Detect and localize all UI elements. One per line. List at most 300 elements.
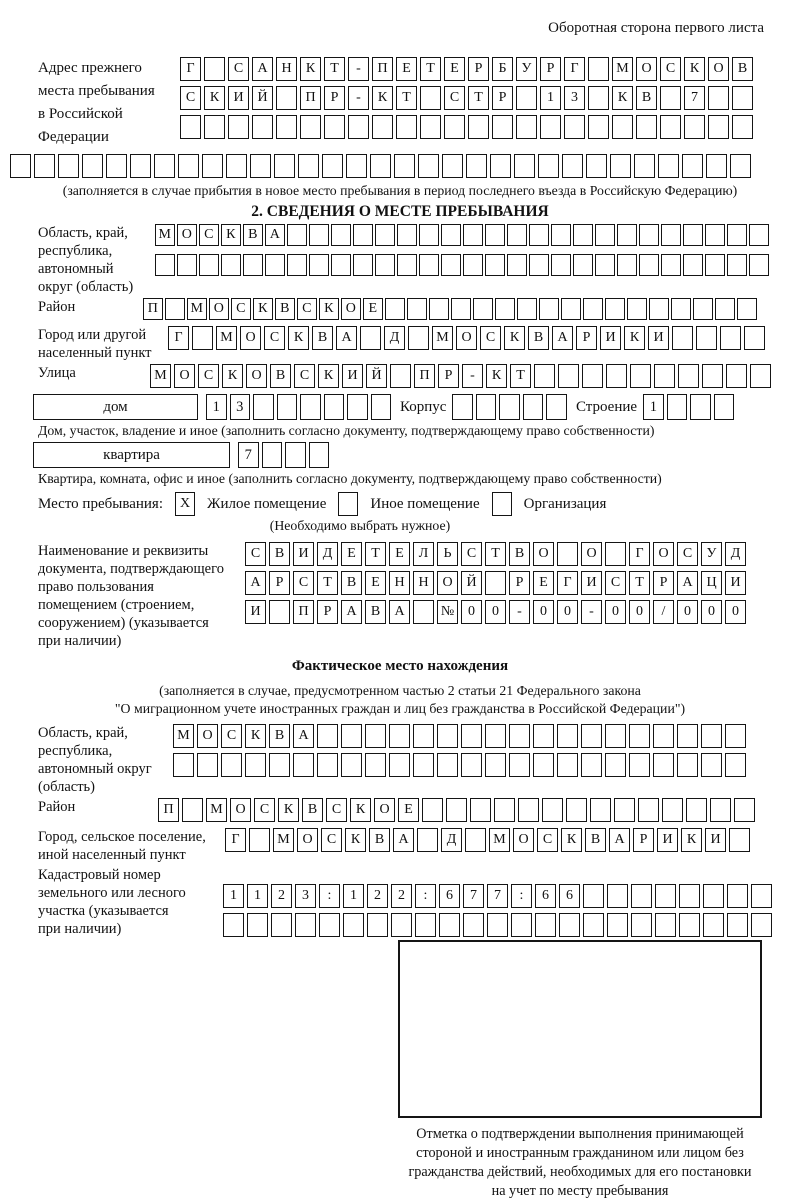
char-cell[interactable]	[375, 224, 395, 246]
char-cell[interactable]: Г	[180, 57, 201, 81]
char-cell[interactable]: В	[243, 224, 263, 246]
actual-region-row-2[interactable]	[173, 753, 746, 777]
char-cell[interactable]: А	[552, 326, 573, 350]
char-cell[interactable]: 0	[461, 600, 482, 624]
char-cell[interactable]	[677, 753, 698, 777]
char-cell[interactable]	[415, 913, 436, 937]
char-cell[interactable]	[173, 753, 194, 777]
prev-address-row-4[interactable]	[10, 154, 800, 178]
char-cell[interactable]: 3	[564, 86, 585, 110]
char-cell[interactable]: К	[221, 224, 241, 246]
char-cell[interactable]	[562, 154, 583, 178]
char-cell[interactable]	[557, 753, 578, 777]
char-cell[interactable]: В	[270, 364, 291, 388]
char-cell[interactable]	[390, 364, 411, 388]
char-cell[interactable]	[509, 753, 530, 777]
char-cell[interactable]: Т	[629, 571, 650, 595]
char-cell[interactable]: С	[326, 798, 347, 822]
char-cell[interactable]	[523, 394, 544, 420]
char-cell[interactable]: В	[302, 798, 323, 822]
char-cell[interactable]	[551, 224, 571, 246]
char-cell[interactable]	[588, 86, 609, 110]
char-cell[interactable]	[583, 913, 604, 937]
char-cell[interactable]: -	[581, 600, 602, 624]
region-row-1[interactable]	[155, 224, 769, 246]
char-cell[interactable]	[247, 913, 268, 937]
char-cell[interactable]: С	[605, 571, 626, 595]
char-cell[interactable]	[287, 224, 307, 246]
char-cell[interactable]: 6	[439, 884, 460, 908]
char-cell[interactable]: С	[480, 326, 501, 350]
char-cell[interactable]	[518, 798, 539, 822]
char-cell[interactable]	[463, 224, 483, 246]
char-cell[interactable]: А	[393, 828, 414, 852]
char-cell[interactable]	[705, 224, 725, 246]
char-cell[interactable]: С	[293, 571, 314, 595]
char-cell[interactable]: В	[312, 326, 333, 350]
char-cell[interactable]: Д	[441, 828, 462, 852]
char-cell[interactable]: С	[294, 364, 315, 388]
char-cell[interactable]: 1	[223, 884, 244, 908]
char-cell[interactable]	[274, 154, 295, 178]
prev-address-row-3[interactable]	[180, 115, 753, 139]
char-cell[interactable]: Т	[485, 542, 506, 566]
char-cell[interactable]	[725, 753, 746, 777]
actual-region-row-1[interactable]	[173, 724, 746, 748]
char-cell[interactable]	[202, 154, 223, 178]
char-cell[interactable]	[672, 326, 693, 350]
char-cell[interactable]	[228, 115, 249, 139]
char-cell[interactable]: К	[245, 724, 266, 748]
char-cell[interactable]	[396, 115, 417, 139]
char-cell[interactable]: Н	[389, 571, 410, 595]
char-cell[interactable]	[605, 753, 626, 777]
char-cell[interactable]: К	[681, 828, 702, 852]
char-cell[interactable]	[734, 798, 755, 822]
char-cell[interactable]	[470, 798, 491, 822]
char-cell[interactable]	[679, 884, 700, 908]
char-cell[interactable]	[468, 115, 489, 139]
char-cell[interactable]	[727, 913, 748, 937]
char-cell[interactable]	[490, 154, 511, 178]
char-cell[interactable]	[655, 884, 676, 908]
prev-address-row-1[interactable]	[180, 57, 753, 81]
char-cell[interactable]	[463, 913, 484, 937]
char-cell[interactable]: О	[533, 542, 554, 566]
char-cell[interactable]: №	[437, 600, 458, 624]
char-cell[interactable]	[397, 254, 417, 276]
char-cell[interactable]	[347, 394, 368, 420]
char-cell[interactable]	[485, 254, 505, 276]
char-cell[interactable]: Г	[557, 571, 578, 595]
char-cell[interactable]	[419, 224, 439, 246]
char-cell[interactable]: Р	[438, 364, 459, 388]
char-cell[interactable]	[221, 753, 242, 777]
char-cell[interactable]: 2	[271, 884, 292, 908]
char-cell[interactable]: А	[293, 724, 314, 748]
char-cell[interactable]	[417, 828, 438, 852]
city-row[interactable]	[168, 326, 765, 350]
char-cell[interactable]	[441, 224, 461, 246]
char-cell[interactable]: С	[264, 326, 285, 350]
char-cell[interactable]	[58, 154, 79, 178]
char-cell[interactable]: Б	[492, 57, 513, 81]
char-cell[interactable]	[269, 600, 290, 624]
char-cell[interactable]: У	[516, 57, 537, 81]
char-cell[interactable]: 3	[230, 394, 251, 420]
char-cell[interactable]: Е	[533, 571, 554, 595]
char-cell[interactable]	[582, 364, 603, 388]
char-cell[interactable]	[629, 724, 650, 748]
char-cell[interactable]: А	[341, 600, 362, 624]
actual-district-row[interactable]	[158, 798, 755, 822]
char-cell[interactable]: К	[300, 57, 321, 81]
char-cell[interactable]	[683, 254, 703, 276]
char-cell[interactable]	[654, 364, 675, 388]
char-cell[interactable]	[353, 224, 373, 246]
char-cell[interactable]	[605, 542, 626, 566]
char-cell[interactable]	[298, 154, 319, 178]
cadastral-row-2[interactable]	[223, 913, 772, 937]
char-cell[interactable]: С	[321, 828, 342, 852]
char-cell[interactable]: К	[319, 298, 339, 320]
char-cell[interactable]	[154, 154, 175, 178]
char-cell[interactable]: Р	[633, 828, 654, 852]
region-row-2[interactable]	[155, 254, 769, 276]
char-cell[interactable]	[466, 154, 487, 178]
actual-city-row[interactable]	[225, 828, 750, 852]
char-cell[interactable]: О	[174, 364, 195, 388]
char-cell[interactable]: П	[414, 364, 435, 388]
char-cell[interactable]: О	[456, 326, 477, 350]
char-cell[interactable]	[353, 254, 373, 276]
char-cell[interactable]	[389, 724, 410, 748]
char-cell[interactable]: Е	[363, 298, 383, 320]
char-cell[interactable]	[595, 254, 615, 276]
char-cell[interactable]: С	[660, 57, 681, 81]
char-cell[interactable]: О	[437, 571, 458, 595]
char-cell[interactable]	[653, 724, 674, 748]
char-cell[interactable]	[407, 298, 427, 320]
char-cell[interactable]	[703, 913, 724, 937]
char-cell[interactable]: 0	[677, 600, 698, 624]
char-cell[interactable]	[511, 913, 532, 937]
char-cell[interactable]	[573, 254, 593, 276]
char-cell[interactable]	[309, 224, 329, 246]
char-cell[interactable]: П	[143, 298, 163, 320]
char-cell[interactable]: 7	[487, 884, 508, 908]
char-cell[interactable]	[371, 394, 392, 420]
char-cell[interactable]: Ь	[437, 542, 458, 566]
char-cell[interactable]	[629, 753, 650, 777]
char-cell[interactable]: С	[677, 542, 698, 566]
char-cell[interactable]: П	[293, 600, 314, 624]
char-cell[interactable]	[385, 298, 405, 320]
char-cell[interactable]	[661, 254, 681, 276]
char-cell[interactable]	[485, 753, 506, 777]
char-cell[interactable]	[655, 913, 676, 937]
char-cell[interactable]: П	[372, 57, 393, 81]
char-cell[interactable]	[452, 394, 473, 420]
char-cell[interactable]	[533, 753, 554, 777]
char-cell[interactable]: Р	[324, 86, 345, 110]
char-cell[interactable]: К	[486, 364, 507, 388]
char-cell[interactable]: Г	[629, 542, 650, 566]
char-cell[interactable]	[627, 298, 647, 320]
char-cell[interactable]	[285, 442, 306, 468]
char-cell[interactable]	[473, 298, 493, 320]
char-cell[interactable]: 1	[247, 884, 268, 908]
char-cell[interactable]	[516, 115, 537, 139]
char-cell[interactable]: Г	[564, 57, 585, 81]
char-cell[interactable]	[391, 913, 412, 937]
char-cell[interactable]	[250, 154, 271, 178]
char-cell[interactable]: С	[254, 798, 275, 822]
char-cell[interactable]: Л	[413, 542, 434, 566]
char-cell[interactable]	[204, 57, 225, 81]
korpus-row[interactable]	[452, 394, 567, 420]
char-cell[interactable]: Т	[324, 57, 345, 81]
char-cell[interactable]	[715, 298, 735, 320]
char-cell[interactable]	[165, 298, 185, 320]
char-cell[interactable]: Р	[468, 57, 489, 81]
char-cell[interactable]	[683, 224, 703, 246]
char-cell[interactable]	[701, 724, 722, 748]
char-cell[interactable]: 1	[540, 86, 561, 110]
char-cell[interactable]: В	[369, 828, 390, 852]
street-row[interactable]	[150, 364, 771, 388]
char-cell[interactable]	[658, 154, 679, 178]
char-cell[interactable]	[557, 724, 578, 748]
char-cell[interactable]: И	[657, 828, 678, 852]
char-cell[interactable]	[634, 154, 655, 178]
char-cell[interactable]: М	[173, 724, 194, 748]
char-cell[interactable]	[331, 224, 351, 246]
char-cell[interactable]: С	[228, 57, 249, 81]
char-cell[interactable]	[605, 298, 625, 320]
char-cell[interactable]: П	[158, 798, 179, 822]
char-cell[interactable]: Е	[396, 57, 417, 81]
char-cell[interactable]: Д	[384, 326, 405, 350]
char-cell[interactable]: А	[389, 600, 410, 624]
char-cell[interactable]: М	[612, 57, 633, 81]
char-cell[interactable]: И	[245, 600, 266, 624]
char-cell[interactable]	[252, 115, 273, 139]
char-cell[interactable]	[750, 364, 771, 388]
char-cell[interactable]: 0	[725, 600, 746, 624]
char-cell[interactable]: Т	[396, 86, 417, 110]
char-cell[interactable]: -	[348, 57, 369, 81]
char-cell[interactable]: В	[585, 828, 606, 852]
char-cell[interactable]	[394, 154, 415, 178]
char-cell[interactable]: Р	[653, 571, 674, 595]
char-cell[interactable]	[177, 254, 197, 276]
char-cell[interactable]	[671, 298, 691, 320]
char-cell[interactable]	[538, 154, 559, 178]
char-cell[interactable]	[276, 86, 297, 110]
char-cell[interactable]: М	[187, 298, 207, 320]
char-cell[interactable]	[732, 86, 753, 110]
char-cell[interactable]: К	[504, 326, 525, 350]
char-cell[interactable]: К	[345, 828, 366, 852]
char-cell[interactable]	[295, 913, 316, 937]
char-cell[interactable]	[437, 724, 458, 748]
char-cell[interactable]	[667, 394, 688, 420]
char-cell[interactable]: В	[365, 600, 386, 624]
char-cell[interactable]	[737, 298, 757, 320]
char-cell[interactable]: Р	[269, 571, 290, 595]
char-cell[interactable]	[485, 724, 506, 748]
char-cell[interactable]	[476, 394, 497, 420]
char-cell[interactable]	[564, 115, 585, 139]
char-cell[interactable]	[662, 798, 683, 822]
checkbox-organization[interactable]	[492, 492, 512, 516]
char-cell[interactable]: О	[240, 326, 261, 350]
char-cell[interactable]	[720, 326, 741, 350]
char-cell[interactable]	[309, 442, 330, 468]
char-cell[interactable]: Е	[444, 57, 465, 81]
char-cell[interactable]	[34, 154, 55, 178]
char-cell[interactable]	[636, 115, 657, 139]
char-cell[interactable]	[725, 724, 746, 748]
char-cell[interactable]: -	[348, 86, 369, 110]
char-cell[interactable]	[444, 115, 465, 139]
char-cell[interactable]: В	[269, 724, 290, 748]
prev-address-row-2[interactable]	[180, 86, 753, 110]
char-cell[interactable]	[309, 254, 329, 276]
char-cell[interactable]	[155, 254, 175, 276]
char-cell[interactable]: С	[180, 86, 201, 110]
char-cell[interactable]	[348, 115, 369, 139]
char-cell[interactable]	[276, 115, 297, 139]
char-cell[interactable]	[557, 542, 578, 566]
char-cell[interactable]	[245, 753, 266, 777]
char-cell[interactable]	[583, 884, 604, 908]
char-cell[interactable]	[420, 86, 441, 110]
char-cell[interactable]	[487, 913, 508, 937]
char-cell[interactable]	[617, 254, 637, 276]
char-cell[interactable]	[551, 254, 571, 276]
char-cell[interactable]	[197, 753, 218, 777]
char-cell[interactable]: /	[653, 600, 674, 624]
char-cell[interactable]	[751, 884, 772, 908]
char-cell[interactable]: О	[246, 364, 267, 388]
char-cell[interactable]: М	[150, 364, 171, 388]
char-cell[interactable]	[485, 571, 506, 595]
char-cell[interactable]	[324, 115, 345, 139]
char-cell[interactable]: С	[537, 828, 558, 852]
char-cell[interactable]: 0	[605, 600, 626, 624]
char-cell[interactable]	[653, 753, 674, 777]
char-cell[interactable]	[293, 753, 314, 777]
char-cell[interactable]: И	[725, 571, 746, 595]
char-cell[interactable]: Й	[252, 86, 273, 110]
char-cell[interactable]: С	[198, 364, 219, 388]
char-cell[interactable]	[485, 224, 505, 246]
char-cell[interactable]	[389, 753, 410, 777]
char-cell[interactable]: 0	[485, 600, 506, 624]
char-cell[interactable]	[322, 154, 343, 178]
char-cell[interactable]	[693, 298, 713, 320]
char-cell[interactable]: О	[636, 57, 657, 81]
house-number-row[interactable]	[206, 394, 391, 420]
char-cell[interactable]	[346, 154, 367, 178]
char-cell[interactable]: Р	[576, 326, 597, 350]
char-cell[interactable]: 0	[533, 600, 554, 624]
char-cell[interactable]: 6	[535, 884, 556, 908]
char-cell[interactable]: К	[561, 828, 582, 852]
char-cell[interactable]: И	[581, 571, 602, 595]
char-cell[interactable]	[730, 154, 751, 178]
char-cell[interactable]	[507, 254, 527, 276]
char-cell[interactable]: В	[269, 542, 290, 566]
char-cell[interactable]	[617, 224, 637, 246]
char-cell[interactable]	[588, 115, 609, 139]
char-cell[interactable]	[343, 913, 364, 937]
char-cell[interactable]	[226, 154, 247, 178]
cadastral-row-1[interactable]	[223, 884, 772, 908]
char-cell[interactable]	[514, 154, 535, 178]
char-cell[interactable]: С	[199, 224, 219, 246]
char-cell[interactable]	[631, 884, 652, 908]
char-cell[interactable]: Р	[509, 571, 530, 595]
char-cell[interactable]: Й	[366, 364, 387, 388]
char-cell[interactable]: Р	[492, 86, 513, 110]
char-cell[interactable]	[586, 154, 607, 178]
char-cell[interactable]	[703, 884, 724, 908]
char-cell[interactable]	[300, 394, 321, 420]
char-cell[interactable]: 7	[463, 884, 484, 908]
char-cell[interactable]	[413, 753, 434, 777]
char-cell[interactable]: Ц	[701, 571, 722, 595]
char-cell[interactable]	[559, 913, 580, 937]
char-cell[interactable]	[612, 115, 633, 139]
char-cell[interactable]: К	[278, 798, 299, 822]
char-cell[interactable]: Е	[398, 798, 419, 822]
char-cell[interactable]	[749, 254, 769, 276]
char-cell[interactable]	[566, 798, 587, 822]
char-cell[interactable]	[413, 600, 434, 624]
char-cell[interactable]	[249, 828, 270, 852]
char-cell[interactable]: М	[432, 326, 453, 350]
document-row-3[interactable]	[245, 600, 746, 624]
char-cell[interactable]	[573, 224, 593, 246]
char-cell[interactable]: К	[612, 86, 633, 110]
char-cell[interactable]	[540, 115, 561, 139]
char-cell[interactable]	[744, 326, 765, 350]
char-cell[interactable]: 3	[295, 884, 316, 908]
char-cell[interactable]	[749, 224, 769, 246]
char-cell[interactable]	[684, 115, 705, 139]
char-cell[interactable]: У	[701, 542, 722, 566]
char-cell[interactable]: В	[732, 57, 753, 81]
char-cell[interactable]: О	[341, 298, 361, 320]
char-cell[interactable]	[370, 154, 391, 178]
char-cell[interactable]	[517, 298, 537, 320]
char-cell[interactable]: А	[252, 57, 273, 81]
char-cell[interactable]: В	[341, 571, 362, 595]
checkbox-residential[interactable]: X	[175, 492, 195, 516]
char-cell[interactable]	[300, 115, 321, 139]
char-cell[interactable]	[516, 86, 537, 110]
char-cell[interactable]	[180, 115, 201, 139]
char-cell[interactable]: К	[222, 364, 243, 388]
char-cell[interactable]: К	[204, 86, 225, 110]
char-cell[interactable]	[581, 753, 602, 777]
char-cell[interactable]: Й	[461, 571, 482, 595]
char-cell[interactable]	[696, 326, 717, 350]
char-cell[interactable]: А	[265, 224, 285, 246]
